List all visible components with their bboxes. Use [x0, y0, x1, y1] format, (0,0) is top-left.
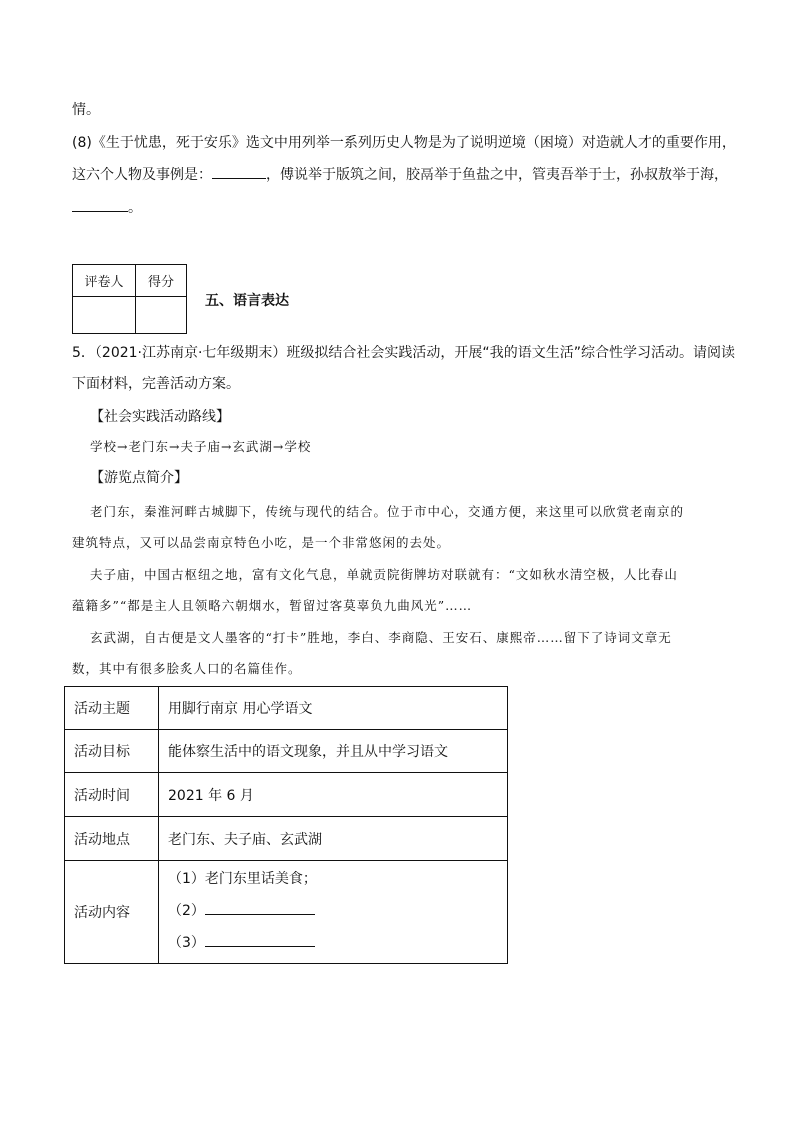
- q8-answer-blank-2[interactable]: [72, 197, 128, 212]
- plan-label: 活动地点: [65, 817, 159, 861]
- plan-row-theme: [65, 687, 508, 730]
- intro-p2-line2: 蕴籍多”“都是主人且领略六朝烟水，暂留过客莫辜负九曲风光”……: [72, 598, 473, 613]
- plan-row-content: [65, 861, 508, 964]
- q8-answer-blank-1[interactable]: [212, 164, 266, 179]
- content-answer-blank-2[interactable]: [205, 900, 315, 915]
- plan-row-goal: [65, 730, 508, 773]
- q8-line-1: (8)《生于忧患，死于安乐》选文中用列举一系列历史人物是为了说明逆境（困境）对造就人才的重要作用，: [72, 135, 736, 151]
- q5-line-1: 5．（2021·江苏南京·七年级期末）班级拟结合社会实践活动，开展“我的语文生活”综合性学习活动。请阅读: [72, 345, 735, 361]
- content-item-3: [168, 927, 507, 959]
- plan-value: 用脚行南京 用心学语文: [159, 687, 508, 730]
- plan-value: 老门东、夫子庙、玄武湖: [159, 817, 508, 861]
- q5-line-2: 下面材料，完善活动方案。: [72, 376, 240, 392]
- intro-p1-line1: 老门东，秦淮河畔古城脚下，传统与现代的结合。位于市中心，交通方便，来这里可以欣赏老南京的: [90, 504, 685, 519]
- q8-line-2-suffix: ，傅说举于版筑之间，胶鬲举于鱼盐之中，管夷吾举于士，孙叔敖举于海，: [266, 167, 728, 183]
- content-item-2: [168, 895, 507, 927]
- intro-p3-line1: 玄武湖，自古便是文人墨客的“打卡”胜地，李白、李商隐、王安石、康熙帝……留下了诗词文章无: [90, 630, 672, 645]
- intro-heading: 【游览点简介】: [90, 470, 188, 486]
- q8-line-2-prefix: 这六个人物及事例是：: [72, 167, 212, 183]
- intro-p1-line2: 建筑特点，又可以品尝南京特色小吃，是一个非常悠闲的去处。: [72, 535, 451, 550]
- plan-label: 活动主题: [65, 687, 159, 730]
- grader-header: 评卷人: [73, 265, 136, 297]
- grade-box: [72, 264, 187, 334]
- score-header: 得分: [136, 265, 187, 297]
- plan-row-place: [65, 817, 508, 861]
- plan-value: 能体察生活中的语文现象，并且从中学习语文: [159, 730, 508, 773]
- q8-line-0: 情。: [72, 102, 100, 118]
- q8-line-3: [72, 197, 142, 218]
- intro-p2-line1: 夫子庙，中国古枢纽之地，富有文化气息，单就贡院街牌坊对联就有：“文如秋水清空极，人比春山: [90, 567, 678, 582]
- content-item-3-label: （3）: [168, 935, 205, 951]
- route-heading: 【社会实践活动路线】: [90, 409, 230, 425]
- content-item-2-label: （2）: [168, 903, 205, 919]
- route-text: 学校→老门东→夫子庙→玄武湖→学校: [90, 439, 312, 454]
- plan-label: 活动目标: [65, 730, 159, 773]
- plan-value: 2021 年 6 月: [159, 773, 508, 817]
- activity-plan-table: [64, 686, 508, 964]
- q8-line-3-end: 。: [128, 200, 142, 216]
- content-item-1: （1）老门东里话美食；: [168, 871, 317, 887]
- section-title: 五、语言表达: [205, 293, 289, 309]
- plan-row-time: [65, 773, 508, 817]
- plan-content-cell: [159, 861, 508, 964]
- plan-label: 活动时间: [65, 773, 159, 817]
- grader-cell[interactable]: [73, 297, 136, 334]
- content-answer-blank-3[interactable]: [205, 932, 315, 947]
- q8-line-2: [72, 164, 728, 185]
- score-cell[interactable]: [136, 297, 187, 334]
- intro-p3-line2: 数，其中有很多脍炙人口的名篇佳作。: [72, 661, 302, 676]
- plan-label: 活动内容: [65, 861, 159, 964]
